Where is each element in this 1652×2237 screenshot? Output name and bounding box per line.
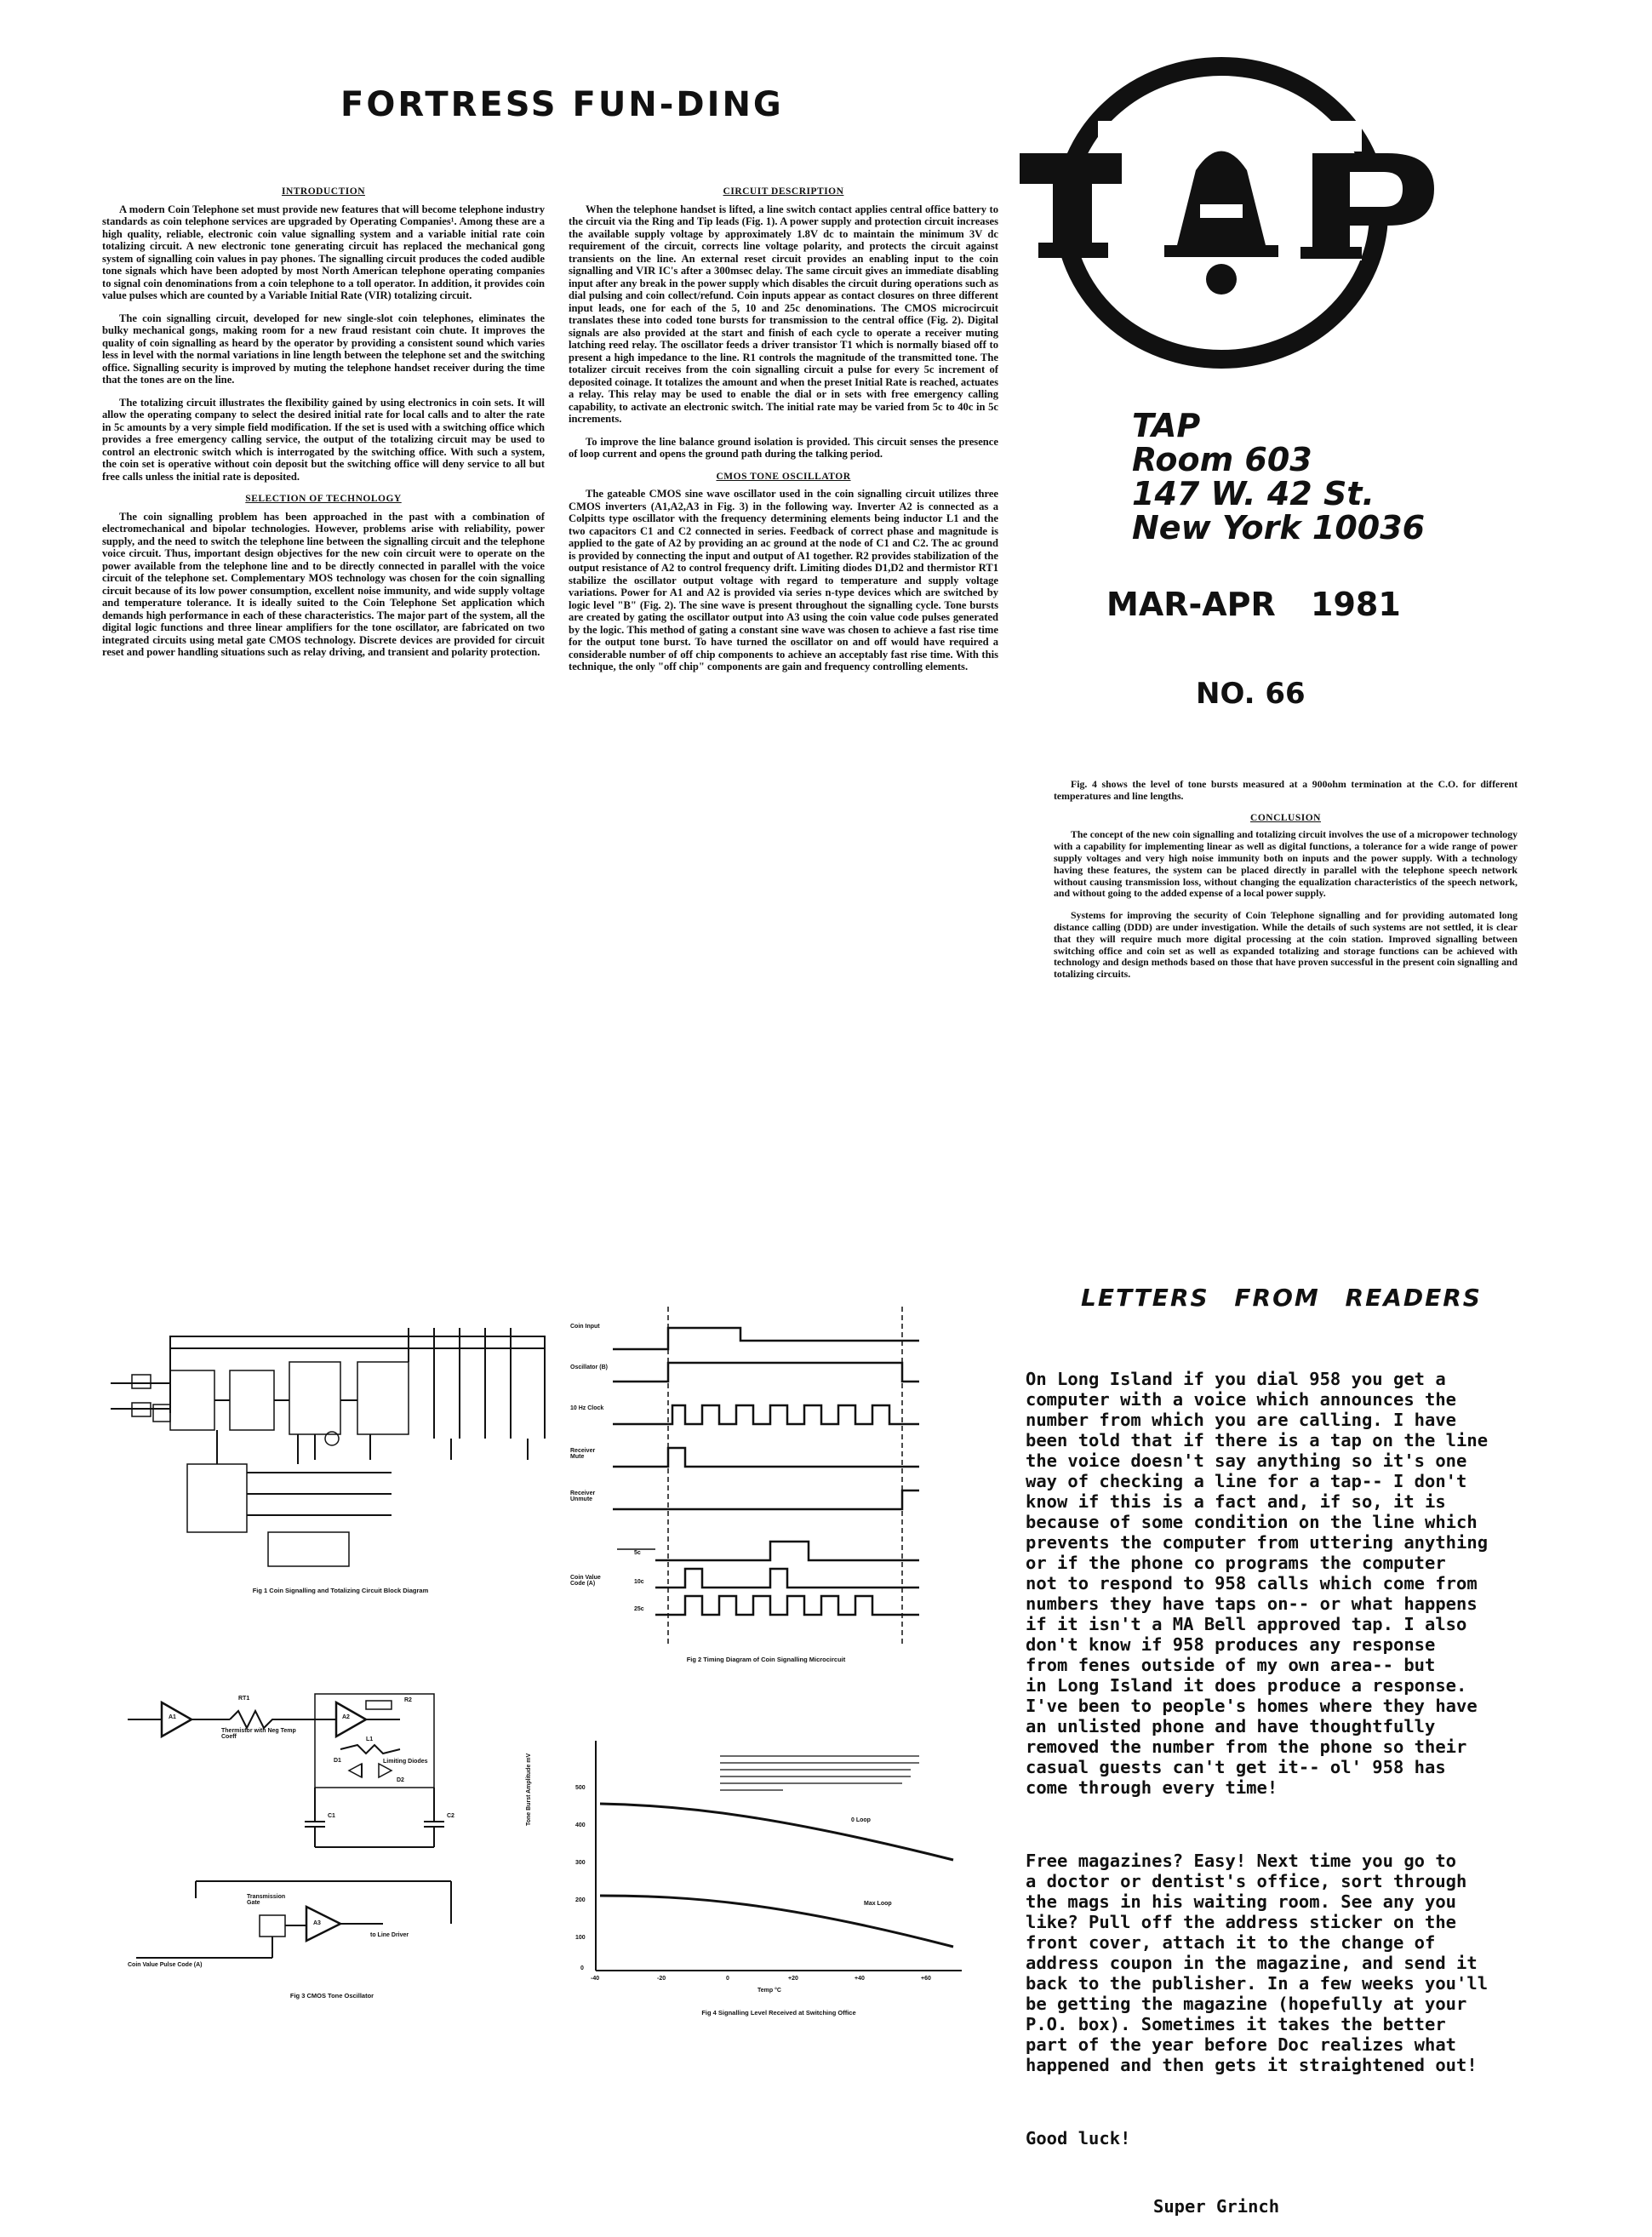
y-tick: 100 xyxy=(575,1935,586,1941)
component-label: Coin Value Pulse Code (A) xyxy=(128,1962,203,1968)
figure-2 xyxy=(562,1307,919,1698)
issue-date: MAR-APR 1981 xyxy=(1106,586,1401,623)
component-label: R2 xyxy=(404,1697,412,1703)
x-tick: +60 xyxy=(921,1976,931,1982)
y-tick: 0 xyxy=(580,1965,584,1971)
component-label: to Line Driver xyxy=(370,1932,409,1938)
paragraph: The gateable CMOS sine wave oscillator used in the coin signalling circuit utilizes three CMOS inverters (A1,A2,A3 in Fig. 3) in the following way. Inverter A2 is connected as a Colpitts type oscillator with the frequency determining elements being inductor L1 and the two capacitors C1 and C2 connected in series. Feedback of correct phase and magnitude is applied to the gate of A2 by providing an ac ground at the node of C1 and C2. The ac ground is provided by connecting the input and output of A1 together. R2 provides stabilization of the output resistance of A2 to control frequency drift. Limiting diodes D1,D2 and thermistor RT1 stabilize the oscillator output voltage with regard to temperature and supply voltage variations. Power for A1 and A2 is provided via series n-type devices which are switched by logic level "B" (Fig. 2). The sine wave is present throughout the signalling cycle. Tone bursts are created by gating the oscillator output into A3 using the coin value code pulses generated by the logic. This method of gating a constant sine wave was chosen to achieve a fast rise time for the output tone burst. To have turned the oscillator on and off would have required a considerable number of off chip components to achieve an acceptably fast rise time. With this technique, the only "off chip" components are gain and frequency controlling elements. xyxy=(569,488,998,672)
component-label: D2 xyxy=(397,1777,404,1783)
component-label: C1 xyxy=(328,1813,335,1819)
signal-level-chart xyxy=(562,1732,970,2005)
column-1 xyxy=(102,186,545,669)
tap-logo-icon xyxy=(1004,51,1447,375)
y-tick: 400 xyxy=(575,1822,586,1828)
x-tick: -40 xyxy=(591,1976,600,1982)
x-axis-label: Temp °C xyxy=(757,1988,781,1994)
paragraph: The concept of the new coin signalling and totalizing circuit involves the use of a micropower technology with a capability for implementing linear as well as digital functions, a tolerance for a wide range of power supply voltages and very high noise immunity both on inputs and the power supply. With a technology having these features, the system can be placed directly in parallel with the telephone speech network without causing transmission loss, without changing the equalization characteristics of the speech network, and without going to the added expense of a local power supply. xyxy=(1054,828,1518,900)
signal-label: Coin Input xyxy=(570,1324,600,1330)
paragraph: The coin signalling circuit, developed for new single-slot coin telephones, eliminates the bulky mechanical gongs, making room for a new fraud resistant coin chute. It improves the quality of coin signalling as heard by the operator by providing a consistent sound which varies less in level with the normal variations in line length between the telephone set and the switching office. Signalling security is improved by muting the telephone handset receiver during the time that the tones are on the line. xyxy=(102,312,545,386)
series-label: Max Loop xyxy=(864,1901,892,1907)
figure-4 xyxy=(526,1732,970,2030)
address-line: 147 W. 42 St. xyxy=(1132,475,1375,512)
row-label: 5c xyxy=(634,1550,641,1556)
component-label: Thermistor with Neg Temp Coeff xyxy=(221,1728,296,1740)
component-label: C2 xyxy=(447,1813,454,1819)
address-line: Room 603 xyxy=(1132,441,1312,478)
x-tick: +20 xyxy=(788,1976,798,1982)
y-tick: 300 xyxy=(575,1860,586,1866)
paragraph: A modern Coin Telephone set must provide new features that will become telephone industry standards as coin telephone services are upgraded by Operating Companies¹. Among these are a high quality, reliable, electronic coin value signalling system and a variable initial rate coin totalizing circuit. A new electronic tone generating circuit has replaced the mechanical gong system of signalling coin values in pay phones. The signalling circuit produces the coded audible tone signals which have been adopted by most North American telephone operating companies to signal coin denominations from a coin telephone to a toll operator. In addition, it provides coin value pulses which are counted by a Variable Initial Rate (VIR) totalizing circuit. xyxy=(102,203,545,301)
letter-paragraph: Free magazines? Easy! Next time you go to a doctor or dentist's office, sort through the mags in his waiting room. See any you like? Pull off the address sticker on the front cover, attach it to the change of address coupon in the magazine, and send it back to the publisher. In a few weeks you'll be getting the magazine (hopefully at your P.O. box). Sometimes it takes the better part of the year before Doc realizes what happened and then gets it straightened out! xyxy=(1026,1851,1489,2075)
letters-body xyxy=(1026,1328,1570,2237)
paragraph: The coin signalling problem has been approached in the past with a combination of electromechanical and bipolar technologies. However, problems arise with reliability, power supply, and the need to switch the telephone line between the signalling circuit and the telephone voice circuit. Thus, important design objectives for the new coin circuit were to operate on the power available from the telephone line and to be directly connected in parallel with the voice circuit of the telephone set. Complementary MOS technology was chosen for the coin signalling circuit because of its low power consumption, excellent noise immunity, and wide supply voltage and temperature tolerance. It is ideally suited to the Coin Telephone Set application which demands high performance in each of these characteristics. The major part of the system, all the digital logic functions and three linear amplifiers for the tone oscillator, are fabricated on two integrated circuits using metal gate CMOS technology. Discrete devices are provided for circuit reset and power handling situations such as relay driving, and transient and polarity protection. xyxy=(102,510,545,658)
paragraph: To improve the line balance ground isolation is provided. This circuit senses the presence of loop current and opens the ground path during the talking period. xyxy=(569,435,998,460)
block-diagram xyxy=(102,1311,579,1583)
y-tick: 200 xyxy=(575,1897,586,1903)
letters-heading: LETTERS FROM READERS xyxy=(1081,1284,1482,1312)
column-3 xyxy=(1054,779,1518,991)
column-2 xyxy=(569,186,998,684)
component-label: Limiting Diodes xyxy=(383,1759,428,1765)
component-label: A3 xyxy=(313,1920,321,1926)
tap-logo xyxy=(1004,51,1447,375)
x-tick: +40 xyxy=(855,1976,865,1982)
section-heading-oscillator: CMOS TONE OSCILLATOR xyxy=(716,471,851,482)
issue-number: NO. 66 xyxy=(1196,677,1306,711)
row-label: 25c xyxy=(634,1606,644,1612)
component-label: A2 xyxy=(342,1714,350,1720)
section-heading-conclusion: CONCLUSION xyxy=(1250,812,1321,823)
figure-3 xyxy=(111,1685,553,2026)
section-heading-circuit: CIRCUIT DESCRIPTION xyxy=(723,186,844,197)
component-label: RT1 xyxy=(238,1696,250,1702)
letter-paragraph: On Long Island if you dial 958 you get a computer with a voice which announces the number from which you are calling. I have been told that if there is a tap on the line the voice doesn't say anything so it's one way of checking a line for a tap-- I don't know if this is a fact and, if so, it is because of some condition on the line which prevents the computer from uttering anything or if the phone co programs the computer not to respond to 958 calls which come from numbers they have taps on-- or what happens if it isn't a MA Bell approved tap. I also don't know if 958 produces any response from fenes outside of my own area-- but in Long Island it does produce a response. I've been to people's homes where they have an unlisted phone and have thoughtfully removed the number from the phone so their casual guests can't get it-- ol' 958 has come through every time! xyxy=(1026,1369,1489,1798)
paragraph: When the telephone handset is lifted, a line switch contact applies central office battery to the circuit via the Ring and Tip leads (Fig. 1). A power supply and protection circuit increases the available supply voltage by approximately 1.8V dc to maintain the minimum 3V dc requirement of the circuit, corrects line voltage polarity, and protects the circuit against transients on the line. An external reset circuit provides an enabling input to the coin signalling and VIR IC's after a 300msec delay. The same circuit gives an immediate disabling input after any break in the power supply which disables the circuit during operations such as dial pulsing and coin collect/refund. Coin inputs appear as contact closures on three different input leads, one for each of the 5, 10 and 25c denominations. The CMOS microcircuit translates these into coded tone bursts for transmission to the central office (Fig. 2). Digital signals are also provided at the start and finish of each cycle to operate a receiver muting latching reed relay. The oscillator feeds a driver transistor T1 which is normally biased off to present a high impedance to the line. R1 controls the magnitude of the transmitted tone. The totalizer circuit receives from the coin signalling circuit a pulse for every 5c increment of deposited coinage. It totalizes the amount and when the preset Initial Rate is reached, actuates a relay. This relay may be used to enable the dial or in sets with free emergency calling capability, to activate an electronic switch. The initial rate may be varied from 5c to 40c in 5c increments. xyxy=(569,203,998,425)
figure-caption: Fig 4 Signalling Level Received at Switching Office xyxy=(701,2009,856,2017)
figure-caption: Fig 3 CMOS Tone Oscillator xyxy=(289,1992,374,2000)
section-heading-technology: SELECTION OF TECHNOLOGY xyxy=(245,494,402,504)
section-heading-introduction: INTRODUCTION xyxy=(281,186,365,197)
component-label: Transmission Gate xyxy=(247,1894,286,1906)
x-tick: 0 xyxy=(726,1976,729,1982)
series-label: 0 Loop xyxy=(851,1817,871,1823)
oscillator-schematic xyxy=(111,1685,553,1975)
letter-paragraph: Good luck! xyxy=(1026,2128,1131,2148)
timing-diagram xyxy=(562,1307,919,1647)
signal-label: Receiver Unmute xyxy=(570,1490,596,1502)
component-label: A1 xyxy=(169,1714,176,1720)
paragraph: Systems for improving the security of Coin Telephone signalling and for providing automated long distance calling (DDD) are under investigation. While the details of such systems are not settled, it is clear that they will require much more digital processing at the coin station. Improved signalling between switching office and coin set as well as expanded totalizing and storage functions can be achieved with technology and design methods based on those that have proven successful in the present coin signalling and totalizing circuits. xyxy=(1054,909,1518,981)
x-tick: -20 xyxy=(657,1976,666,1982)
figure-caption: Fig 1 Coin Signalling and Totalizing Circuit Block Diagram xyxy=(252,1587,429,1594)
y-tick: 500 xyxy=(575,1785,586,1791)
component-label: D1 xyxy=(334,1758,341,1764)
mailing-address xyxy=(1132,409,1425,545)
component-label: L1 xyxy=(366,1736,374,1742)
signal-label: Oscillator (B) xyxy=(570,1365,608,1370)
letter-signature: Super Grinch xyxy=(1153,2196,1280,2217)
figure-1 xyxy=(102,1311,579,1600)
signal-label: 10 Hz Clock xyxy=(570,1405,604,1411)
paragraph: Fig. 4 shows the level of tone bursts measured at a 900ohm termination at the C.O. for different temperatures and line lengths. xyxy=(1054,778,1518,802)
address-line: New York 10036 xyxy=(1132,509,1426,546)
address-line: TAP xyxy=(1132,407,1201,444)
figure-caption: Fig 2 Timing Diagram of Coin Signalling Microcircuit xyxy=(686,1656,846,1663)
paragraph: The totalizing circuit illustrates the flexibility gained by using electronics in coin sets. It will allow the operating company to select the desired initial rate for local calls and to alter the rate in 5c amounts by a very simple field modification. If the set is used with a switching office which provides a free emergency calling service, the output of the totalizing circuit may be used to control an electronic switch which is interrogated by the switching office. With such a system, the coin set is operative without coin deposit but the switching office will deny service to all but free calls unless the initial rate is deposited. xyxy=(102,396,545,483)
signal-label: Receiver Mute xyxy=(570,1448,596,1460)
signal-label: Coin Value Code (A) xyxy=(570,1575,601,1587)
y-axis-label: Tone Burst Amplitude mV xyxy=(526,1753,532,1826)
article-title: FORTRESS FUN-DING xyxy=(340,85,784,124)
row-label: 10c xyxy=(634,1579,644,1585)
